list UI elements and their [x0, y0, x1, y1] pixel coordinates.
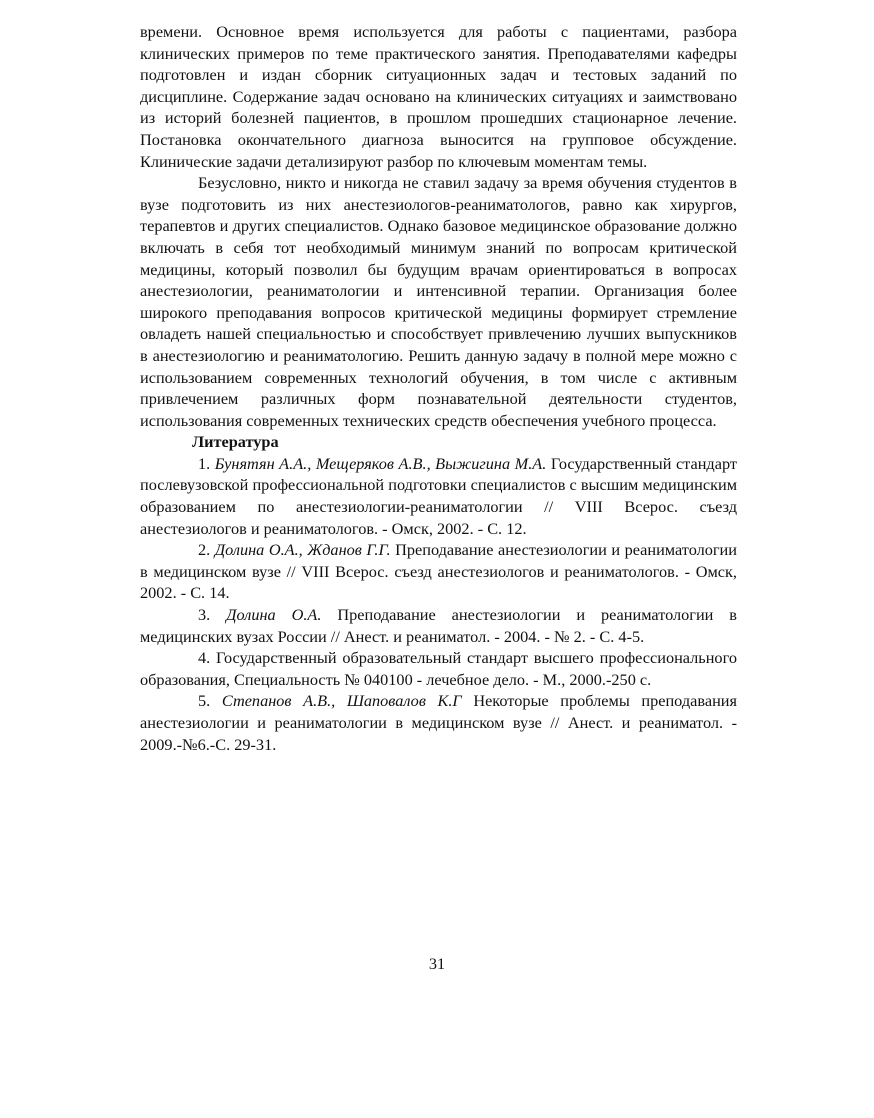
reference-number: 1. [198, 453, 211, 473]
reference-text: Преподавание анестезиологии и реаниматологии в медицинских вузах России // Анест. и реаниматол. - 2004. - № 2. - С. 4-5. [140, 605, 737, 646]
reference-text: Преподавание анестезиологии и реаниматологии в медицинском вузе // VIII Всерос. съезд анестезиологов и реаниматологов. - Омск, 2002. - С. 14. [140, 540, 737, 603]
reference-number: 5. [198, 691, 211, 711]
reference-number: 2. [198, 540, 211, 560]
reference-authors: Бунятян А.А., Мещеряков А.В., Выжигина М.А. [214, 453, 547, 473]
reference-item [140, 539, 737, 604]
reference-item [140, 604, 737, 647]
reference-number: 3. [198, 605, 211, 625]
reference-item [140, 453, 737, 539]
page-number: 31 [428, 954, 446, 973]
reference-authors: Долина О.А., Жданов Г.Г. [214, 540, 391, 560]
reference-text: Государственный образовательный стандарт высшего профессионального образования, Специальность № 040100 - лечебное дело. - М., 2000.-250 с. [140, 648, 737, 689]
reference-item [140, 690, 737, 755]
reference-item [140, 647, 737, 690]
reference-text: Некоторые проблемы преподавания анестезиологии и реаниматологии в медицинском вузе // Анест. и реаниматол. - 2009.-№6.-С. 29-31. [140, 691, 737, 754]
reference-authors: Долина О.А. [226, 605, 322, 625]
paragraph-main: Безусловно, никто и никогда не ставил задачу за время обучения студентов в вузе подготовить из них анестезиологов-реаниматологов, равно как хирургов, терапевтов и других специалистов. Однако базовое медицинское образование должно включать в себя тот необходимый минимум знаний по вопросам критической медицины, который позволил бы будущим врачам ориентироваться в вопросах анестезиологии, реаниматологии и интенсивной терапии. Организация более широкого преподавания вопросов критической медицины формирует стремление овладеть нашей специальностью и способствует привлечению лучших выпускников в анестезиологию и реаниматологию. Решить данную задачу в полной мере можно с использованием современных технологий обучения, в том числе с активным привлечением различных форм познавательной деятельности студентов, использования современных технических средств обеспечения учебного процесса. [140, 173, 737, 430]
references-heading: Литература [192, 432, 279, 452]
reference-text: Государственный стандарт послевузовской профессиональной подготовки специалистов с высшим медицинским образованием по анестезиологии-реаниматологии // VIII Всерос. съезд анестезиологов и реаниматологов. - Омск, 2002. - С. 12. [140, 453, 737, 538]
body-text [140, 21, 737, 755]
reference-number: 4. [198, 648, 211, 668]
paragraph-continuation: времени. Основное время используется для работы с пациентами, разбора клинических примеров по теме практического занятия. Преподавателями кафедры подготовлен и издан сборник ситуационных задач и тестовых заданий по дисциплине. Содержание задач основано на клинических ситуациях и заимствовано из историй болезней пациентов, в прошлом прошедших стационарное лечение. Постановка окончательного диагноза выносится на групповое обсуждение. Клинические задачи детализируют разбор по ключевым моментам темы. [140, 22, 737, 171]
reference-authors: Степанов А.В., Шаповалов К.Г [221, 691, 462, 711]
